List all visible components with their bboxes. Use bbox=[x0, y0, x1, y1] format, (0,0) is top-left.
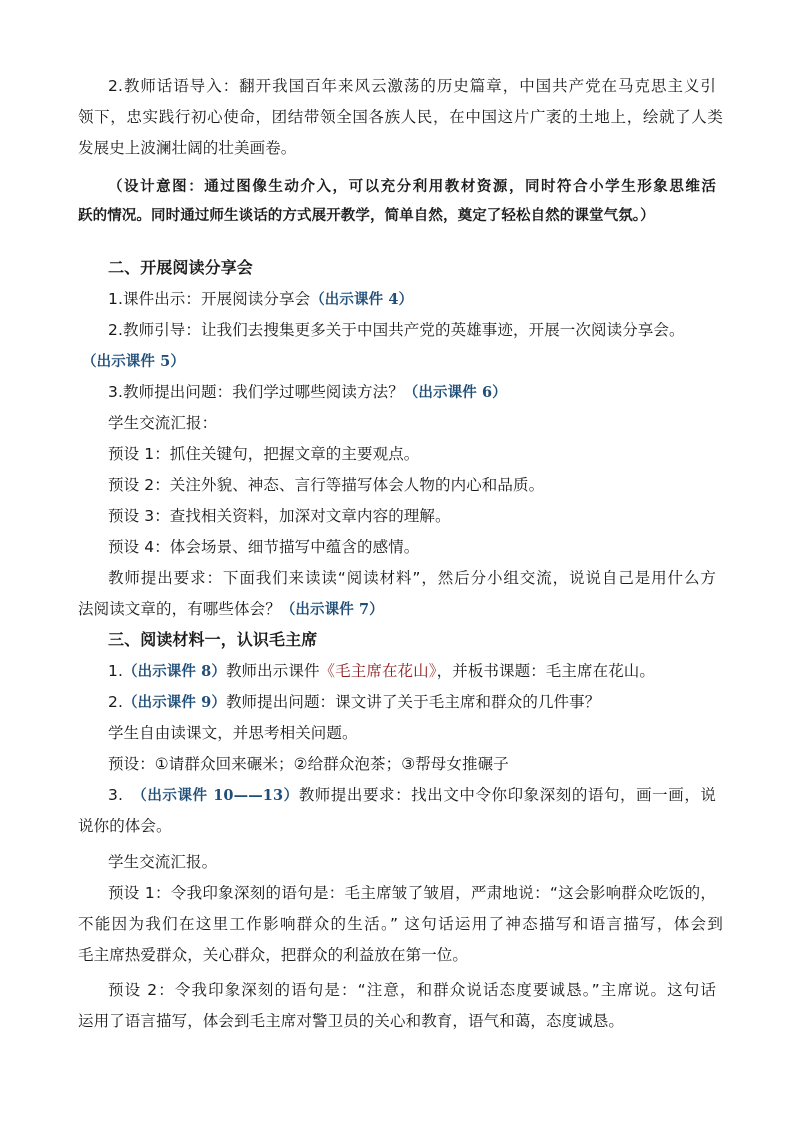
paragraph-line: 毛主席热爱群众，关心群众，把群众的利益放在第一位。 bbox=[78, 946, 469, 964]
paragraph-line bbox=[78, 599, 384, 620]
paragraph-line bbox=[108, 661, 655, 682]
courseware-reference: （出示课件 8） bbox=[123, 663, 226, 680]
paragraph-line: 教师提出要求：下面我们来读读“阅读材料”，然后分小组交流，说说自己是用什么方 bbox=[108, 569, 716, 587]
courseware-reference: （出示课件 6） bbox=[403, 384, 507, 401]
paragraph-line: 说你的体会。 bbox=[78, 817, 172, 835]
design-intent-note: 跃的情况。同时通过师生谈话的方式展开教学，简单自然，奠定了轻松自然的课堂气氛。） bbox=[78, 207, 655, 224]
paragraph-line: 不能因为我们在这里工作影响群众的生活。” 这句话运用了神态描写和语言描写，体会到 bbox=[78, 915, 723, 933]
paragraph-line bbox=[82, 351, 185, 372]
paragraph-line: 学生交流汇报： bbox=[108, 414, 218, 432]
courseware-reference: （出示课件 9） bbox=[123, 694, 226, 711]
line-text: 教师提出要求：找出文中令你印象深刻的语句，画一画，说 bbox=[298, 786, 716, 804]
courseware-reference: （出示课件 10——13） bbox=[139, 787, 299, 804]
paragraph-line bbox=[108, 785, 716, 806]
paragraph-line: 预设 3：查找相关资料，加深对文章内容的理解。 bbox=[108, 507, 451, 525]
courseware-reference: （出示课件 7） bbox=[280, 601, 384, 618]
paragraph-line bbox=[108, 289, 413, 310]
paragraph-line: 学生自由读课文，并思考相关问题。 bbox=[108, 724, 358, 742]
courseware-reference: （出示课件 5） bbox=[82, 353, 185, 370]
section-heading: 二、开展阅读分享会 bbox=[108, 258, 253, 277]
paragraph-line bbox=[108, 382, 507, 403]
paragraph-line: 发展史上波澜壮阔的壮美画卷。 bbox=[78, 139, 297, 157]
line-text: 教师提出问题：课文讲了关于毛主席和群众的几件事？ bbox=[225, 693, 601, 711]
paragraph-line: 学生交流汇报。 bbox=[108, 853, 218, 871]
paragraph-line bbox=[108, 692, 600, 713]
paragraph-line: 领下，忠实践行初心使命，团结带领全国各族人民，在中国这片广袤的土地上，绘就了人类 bbox=[78, 108, 723, 126]
line-text: 3. bbox=[108, 786, 140, 804]
line-text: 3.教师提出问题：我们学过哪些阅读方法？ bbox=[108, 383, 404, 401]
paragraph-line: 运用了语言描写，体会到毛主席对警卫员的关心和教育，语气和蔼，态度诚恳。 bbox=[78, 1012, 625, 1030]
paragraph-line: 2.教师引导：让我们去搜集更多关于中国共产党的英雄事迹，开展一次阅读分享会。 bbox=[108, 321, 685, 339]
courseware-reference: （出示课件 4） bbox=[310, 291, 414, 308]
paragraph-line: 预设 1：抓住关键句，把握文章的主要观点。 bbox=[108, 445, 420, 463]
line-text: ，并板书课题：毛主席在花山。 bbox=[436, 662, 656, 680]
paragraph-line: 预设：①请群众回来碾米；②给群众泡茶；③帮母女推碾子 bbox=[108, 755, 509, 773]
paragraph-line: 预设 2：关注外貌、神态、言行等描写体会人物的内心和品质。 bbox=[108, 476, 545, 494]
paragraph-line: 预设 2：令我印象深刻的语句是：“注意，和群众说话态度要诚恳。”主席说。这句话 bbox=[108, 981, 716, 999]
line-text: 1. bbox=[108, 662, 123, 680]
paragraph-line: 预设 4：体会场景、细节描写中蕴含的感情。 bbox=[108, 538, 420, 556]
section-heading: 三、阅读材料一，认识毛主席 bbox=[108, 630, 318, 649]
design-intent-note: （设计意图：通过图像生动介入，可以充分利用教材资源，同时符合小学生形象思维活 bbox=[108, 178, 716, 195]
line-text: 2. bbox=[108, 693, 123, 711]
line-text: 1.课件出示：开展阅读分享会 bbox=[108, 290, 311, 308]
paragraph-line: 2.教师话语导入：翻开我国百年来风云激荡的历史篇章，中国共产党在马克思主义引 bbox=[108, 77, 716, 95]
line-text: 法阅读文章的，有哪些体会？ bbox=[78, 600, 281, 618]
paragraph-line: 预设 1：令我印象深刻的语句是：毛主席皱了皱眉，严肃地说：“这会影响群众吃饭的， bbox=[108, 884, 716, 902]
lesson-title: 《毛主席在花山》 bbox=[319, 662, 437, 680]
line-text: 教师出示课件 bbox=[225, 662, 320, 680]
